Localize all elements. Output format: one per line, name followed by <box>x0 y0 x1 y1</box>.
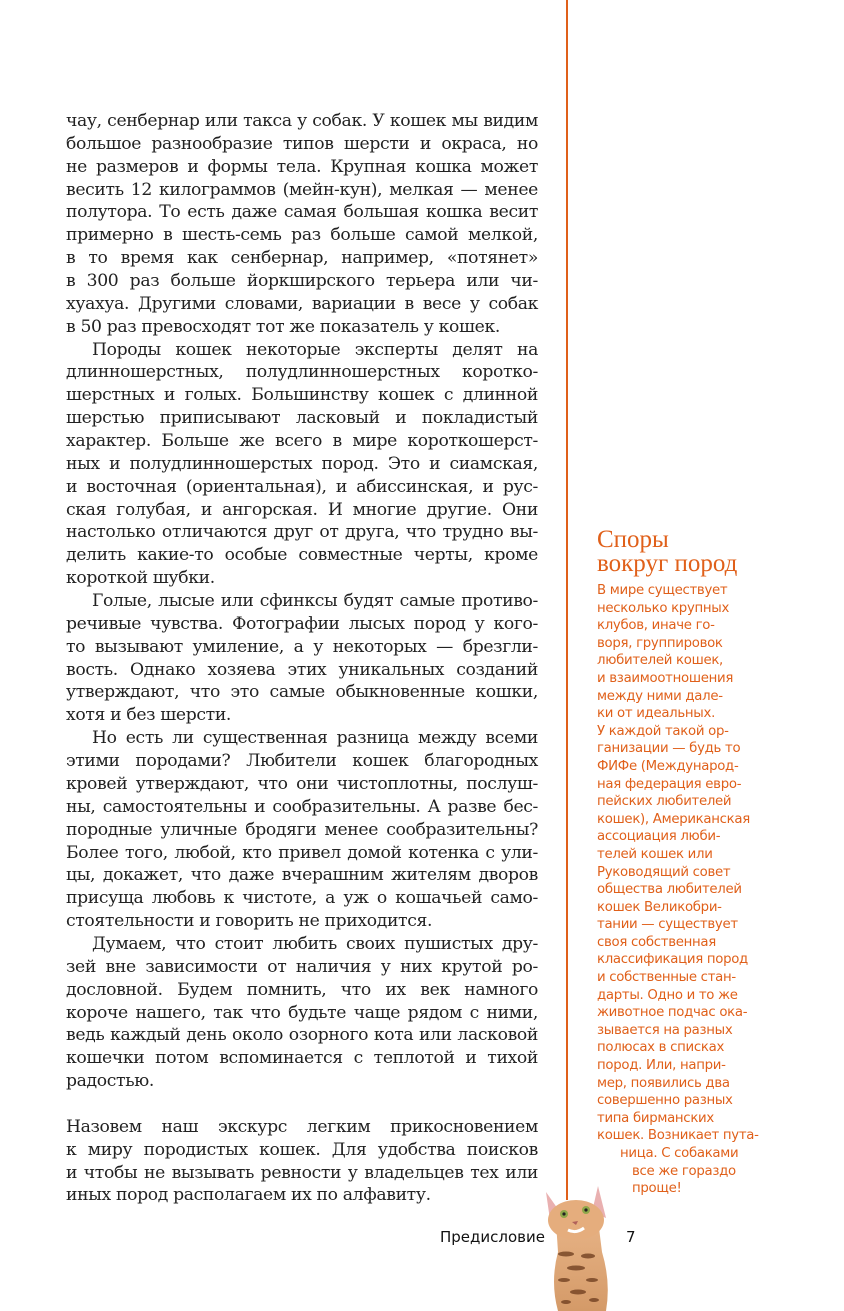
text-line: кошечки потом вспоминается с теплотой и тихой <box>66 1048 538 1069</box>
sidebar-title <box>597 528 797 576</box>
sidebar-line: дарты. Одно и то же <box>597 987 738 1003</box>
text-line: иных пород располагаем их по алфавиту. <box>66 1185 431 1206</box>
paragraph <box>66 727 538 933</box>
text-line: ных и полудлинношерстых пород. Это и сиамская, <box>66 453 538 474</box>
text-line: короче нашего, так что будьте чаще рядом с ними, <box>66 1002 538 1023</box>
text-line: шерстных и голых. Большинству кошек с длинной <box>66 385 538 406</box>
sidebar-line: ФИФе (Международ- <box>597 758 739 774</box>
paragraph <box>66 110 538 339</box>
text-line: ведь каждый день около озорного кота или ласковой <box>66 1025 538 1046</box>
text-line: Более того, любой, кто привел домой котенка с ули- <box>66 842 538 863</box>
sidebar-line: клубов, иначе го- <box>597 618 715 634</box>
sidebar-line: У каждой такой ор- <box>597 723 729 739</box>
cat-photo <box>536 1182 626 1311</box>
running-footer: Предисловие <box>440 1228 545 1246</box>
sidebar-line: между ними дале- <box>597 688 723 704</box>
text-line: к миру породистых кошек. Для удобства поисков <box>66 1139 538 1160</box>
text-line: шерстью приписывают ласковый и покладистый <box>66 408 538 429</box>
text-line: в 50 раз превосходят тот же показатель у кошек. <box>66 316 500 337</box>
sidebar-line: пород. Или, напри- <box>597 1058 726 1074</box>
text-line: полутора. То есть даже самая большая кошка весит <box>66 202 538 223</box>
sidebar-line: ная федерация евро- <box>597 776 742 792</box>
text-line: весить 12 килограммов (мейн-кун), мелкая — менее <box>66 179 538 200</box>
sidebar-line: и собственные стан- <box>597 970 736 986</box>
paragraph <box>66 339 538 590</box>
text-line: породные уличные бродяги менее сообразительны? <box>66 819 538 840</box>
text-line: радостью. <box>66 1071 154 1092</box>
sidebar-line: Руководящий совет <box>597 864 731 880</box>
sidebar-line: любителей кошек, <box>597 653 723 669</box>
sidebar-line: животное подчас ока- <box>597 1005 748 1021</box>
sidebar-line: кошек. Возникает пута- <box>597 1128 759 1144</box>
sidebar-line: ганизации — будь то <box>597 741 741 757</box>
sidebar-line: кошек Великобри- <box>597 899 722 915</box>
text-line: Породы кошек некоторые эксперты делят на <box>92 339 538 360</box>
text-line: примерно в шесть-семь раз больше самой мелкой, <box>66 225 538 246</box>
sidebar-body <box>597 582 797 1198</box>
sidebar-line: классификация пород <box>597 952 748 968</box>
text-line: в то время как сенбернар, например, «потянет» <box>66 248 538 269</box>
sidebar-title-line: вокруг пород <box>597 550 738 577</box>
sidebar-line: кошек), Американская <box>597 811 750 827</box>
sidebar-line: мер, появились два <box>597 1075 730 1091</box>
text-line: не размеров и формы тела. Крупная кошка может <box>66 156 538 177</box>
text-line: настолько отличаются друг от друга, что трудно вы- <box>66 522 538 543</box>
text-line: короткой шубки. <box>66 568 215 589</box>
sidebar-line: В мире существует <box>597 583 728 598</box>
text-line: присуща любовь к чистоте, а уж о кошачьей само- <box>66 888 538 909</box>
sidebar-line: ница. С собаками <box>620 1146 739 1161</box>
text-line: цы, докажет, что даже вчерашним жителям дворов <box>66 865 538 886</box>
paragraph <box>66 590 538 727</box>
sidebar-line: все же гораздо <box>632 1163 736 1179</box>
sidebar-line: зывается на разных <box>597 1022 733 1038</box>
sidebar-line: пейских любителей <box>597 794 732 810</box>
sidebar-line: тании — существует <box>597 917 738 933</box>
sidebar-line: типа бирманских <box>597 1110 714 1126</box>
text-line: Назовем наш экскурс легким прикосновением <box>66 1116 538 1137</box>
main-text <box>66 110 538 1207</box>
text-line: в 300 раз больше йоркширского терьера или чи- <box>66 271 538 292</box>
text-line: хотя и без шерсти. <box>66 705 232 726</box>
sidebar-title-line: Споры <box>597 526 669 553</box>
text-line: Но есть ли существенная разница между всеми <box>92 728 538 749</box>
page-number: 7 <box>626 1228 636 1246</box>
text-line: то вызывают умиление, а у некоторых — брезгли- <box>66 636 538 657</box>
sidebar-line: несколько крупных <box>597 600 730 616</box>
text-line: стоятельности и говорить не приходится. <box>66 911 433 932</box>
text-line: чау, сенбернар или такса у собак. У кошек мы видим <box>66 111 538 131</box>
text-line: длинношерстных, полудлинношерстных коротко- <box>66 362 538 383</box>
text-line: Думаем, что стоит любить своих пушистых дру- <box>92 933 538 954</box>
paragraph <box>66 933 538 1093</box>
text-line: делить какие-то особые совместные черты, кроме <box>66 545 538 566</box>
vertical-rule <box>566 0 568 1200</box>
sidebar-line: полюсах в списках <box>597 1040 725 1056</box>
paragraph <box>66 1116 538 1207</box>
text-line: хуахуа. Другими словами, вариации в весе у собак <box>66 293 538 314</box>
text-line: ская голубая, и ангорская. И многие другие. Они <box>66 499 538 520</box>
text-line: кровей утверждают, что они чистоплотны, послуш- <box>66 773 538 794</box>
sidebar-note <box>597 528 797 1198</box>
sidebar-line: ки от идеальных. <box>597 706 715 722</box>
text-line: большое разнообразие типов шерсти и окраса, но <box>66 133 538 154</box>
text-line: зей вне зависимости от наличия у них крутой ро- <box>66 956 538 977</box>
text-line: этими породами? Любители кошек благородных <box>66 751 538 772</box>
text-line: и чтобы не вызывать ревности у владельцев тех или <box>66 1162 538 1183</box>
text-line: характер. Больше же всего в мире короткошерст- <box>66 431 538 452</box>
text-line: дословной. Будем помнить, что их век намного <box>66 979 538 1000</box>
text-line: Голые, лысые или сфинксы будят самые противо- <box>92 591 538 612</box>
sidebar-line: совершенно разных <box>597 1093 733 1109</box>
sidebar-line: своя собственная <box>597 934 716 950</box>
sidebar-line: общества любителей <box>597 882 742 898</box>
sidebar-line: и взаимоотношения <box>597 670 734 686</box>
sidebar-line: ассоциация люби- <box>597 829 721 845</box>
sidebar-line: телей кошек или <box>597 846 713 862</box>
text-line: утверждают, что это самые обыкновенные кошки, <box>66 682 538 703</box>
text-line: и восточная (ориентальная), и абиссинская, и рус- <box>66 476 538 497</box>
text-line: ны, самостоятельны и сообразительны. А разве бес- <box>66 796 538 817</box>
sidebar-line: проще! <box>632 1181 682 1197</box>
text-line: вость. Однако хозяева этих уникальных созданий <box>66 659 538 680</box>
sidebar-line: воря, группировок <box>597 635 723 651</box>
text-line: речивые чувства. Фотографии лысых пород у кого- <box>66 613 538 634</box>
